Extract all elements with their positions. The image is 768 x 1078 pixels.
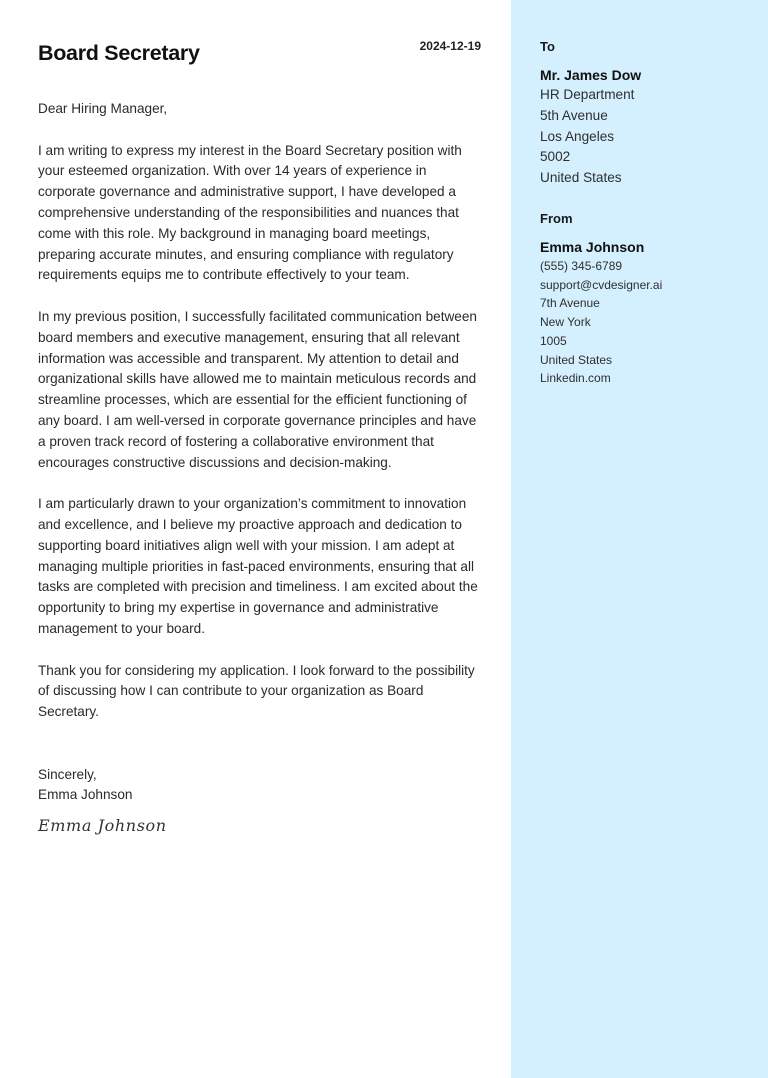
sender-name: Emma Johnson — [38, 787, 133, 803]
page-title: Board Secretary — [38, 41, 200, 65]
to-label: To — [540, 39, 555, 54]
closing: Sincerely, — [38, 766, 97, 782]
sender-linkedin: Linkedin.com — [540, 371, 611, 386]
sender-country: United States — [540, 352, 613, 367]
paragraph-2: In my previous position, I successfully facilitated communication between board members and executive management, ensuring that all relevant information was accessible and transparent. My attention to detail and organizational skills have allowed me to maintain meticulous records and streamline processes, which are essential for the efficient functioning of any board. I am well-versed in corporate governance principles and have a proven track record of fostering a collaborative environment that encourages constructive discussions and decision-making. — [38, 308, 477, 470]
letter-body — [38, 99, 484, 837]
recipient-name: Mr. James Dow — [540, 67, 642, 83]
sidebar — [511, 0, 768, 1078]
recipient-country: United States — [540, 170, 622, 186]
sender-postcode: 1005 — [540, 333, 567, 348]
recipient-street: 5th Avenue — [540, 107, 608, 123]
greeting: Dear Hiring Manager, — [38, 101, 168, 116]
recipient-block — [540, 39, 760, 189]
from-label: From — [540, 211, 573, 226]
sender-email: support@cvdesigner.ai — [540, 277, 663, 292]
sender-block — [540, 211, 760, 388]
sender-city: New York — [540, 315, 591, 330]
recipient-department: HR Department — [540, 87, 635, 102]
paragraph-4: Thank you for considering my application. I look forward to the possibility of discussing how I can contribute to your organization as Board Secretary. — [38, 662, 475, 720]
paragraph-1: I am writing to express my interest in the Board Secretary position with your esteemed organization. With over 14 years of experience in corporate governance and administrative support, I have developed a comprehensive understanding of the responsibilities and nuances that come with this role. My background in managing board meetings, preparing accurate minutes, and ensuring compliance with regulatory requirements equips me to contribute effectively to your team. — [38, 142, 462, 283]
sender-block-name: Emma Johnson — [540, 239, 645, 255]
recipient-city: Los Angeles — [540, 128, 615, 144]
sender-street: 7th Avenue — [540, 296, 600, 311]
paragraph-3: I am particularly drawn to your organization’s commitment to innovation and excellence, and I believe my proactive approach and dedication to supporting board initiatives align well with your mission. I am adept at managing multiple priorities in fast-paced environments, ensuring that all tasks are completed with precision and timeliness. I am excited about the opportunity to bring my expertise in governance and administrative management to your board. — [38, 496, 478, 636]
signature: Emma Johnson — [38, 816, 167, 836]
recipient-postcode: 5002 — [540, 149, 571, 165]
letter-date: 2024-12-19 — [419, 39, 481, 53]
sender-phone: (555) 345-6789 — [540, 259, 623, 273]
